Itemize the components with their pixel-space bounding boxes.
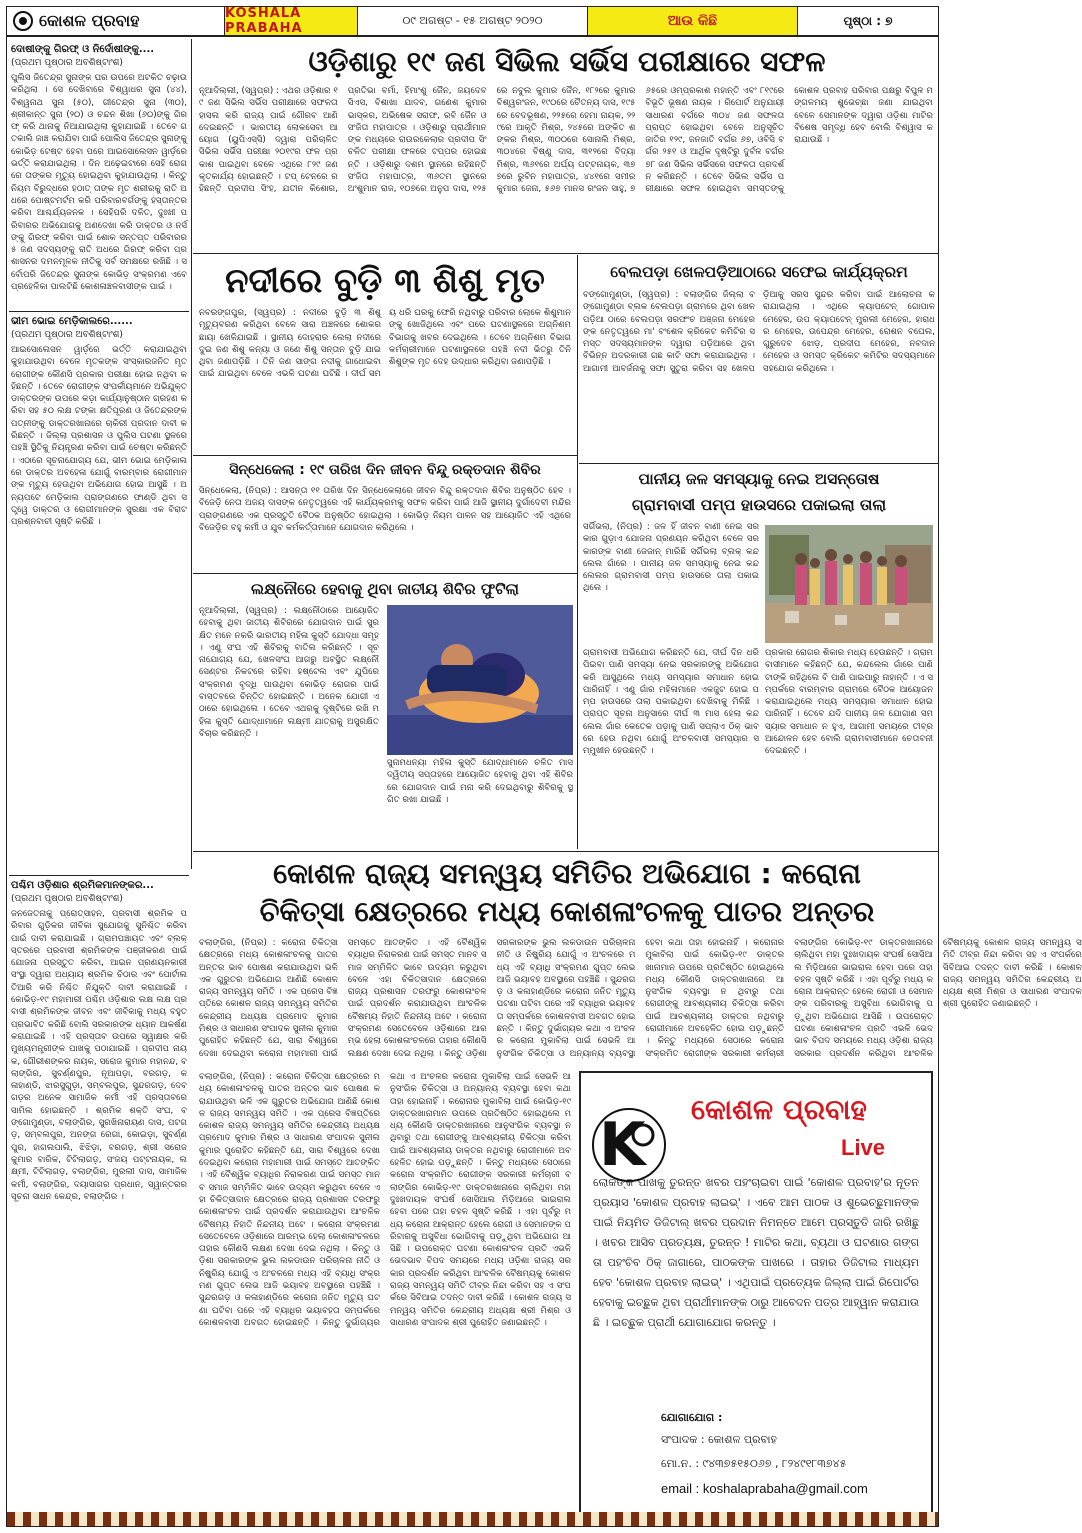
wrestlers-image [387,605,573,755]
divider [9,875,189,876]
ad-editor: ସଂପାଦକ : କୋଶଳ ପ୍ରବାହ [661,1433,777,1446]
article-bhima-bhoi-title: ଭୀମ ଭୋଇ ମେଡ଼ିକାଲରେ...... [11,316,133,327]
wrestling-body-left: ନୂଆଦିଲ୍ଲୀ, (ସ୍ୱପ୍ର) : ଲକ୍ଷ୍ନୌଠାରେ ଆୟୋଜିତ ହେବାକୁ ଥିବା ଜାତୀୟ ଶିବିରରେ ଯୋଗଦାନ ପାଇଁ ସୁରକ୍ଷିତ ମନେ ନକରି ଭାରତୀୟ ମହିଳା କୁସ୍ତି ଯୋଦ୍ଧା ସମୂହ । ଏଣୁ ସଂଘ ଏହି ଶିବିରକୁ ବାତିଲ କରିଛନ୍ତି । ସୂଚନାଯୋଗ୍ୟ ଯେ, ଖେଳସଂଘ ଆଗରୁ ଅବସ୍ଥିତ ଲକ୍ଷ୍ନୌ ସେଣ୍ଟର ନିକଟରେ ରହିବା ହଷ୍ଟେଲ ଏବଂ ଯୁପିରେ ସଂକ୍ରମଣ ବୃଦ୍ଧି ପାଉଥିବା କୋଭିଡ଼ ରୋଗର ପାଇଁ ବାସ୍ତବରେ ଚିନ୍ତିତ ହୋଇଛନ୍ତି । ଅନେକ ଯୋଗୀ ଏଠାରେ ହୋଇଥିଲେ । ତେବେ ଏଥରକୁ ଦୃଷ୍ଟିରେ ରଖି ମହିଳା କୁସ୍ତି ଯୋଦ୍ଧାମାନେ ଲକ୍ଷ୍ମୀ ଯାତ୍ରାକୁ ଅସୁରକ୍ଷିତ ବିଚାର କରିଛନ୍ତି । [199,606,379,739]
article-bhima-bhoi [11,315,187,875]
blood-body: ସିନ୍ଧେକେଲା, (ନିପ୍ର) : ଆସନ୍ତା ୧୧ ତାରିଖ ଦିନ ସିନ୍ଧେକେଲାରେ ଜୀବନ ବିନ୍ଦୁ ରକ୍ତଦାନ ଶିବିର ଅନୁଷ୍ଠିତ ହେବ । ବିଜେଡ଼ି ନେତା ଅଜୟ ଦାସଙ୍କ ନେତୃତ୍ୱରେ ଏହି କାର୍ଯ୍ୟକ୍ରମକୁ ସଫଳ କରିବା ପାଇଁ ଆଜି ସ୍ଥାନୀୟ ଦୁର୍ଗାଦେବୀ ମନ୍ଦିର ପ୍ରାଙ୍ଗଣରେ ଏକ ପ୍ରସ୍ତୁତି ବୈଠକ ଅନୁଷ୍ଠିତ ହୋଇଥିଲା । କୋଭିଡ଼ ନିୟମ ପାଳନ ସହ ଆୟୋଜିତ ଏହି ଏଥିରେ ବିଜେଡ଼ିର ବହୁ କର୍ମୀ ଓ ଯୁବ କର୍ମକର୍ତ୍ତାମାନେ ଯୋଗଦାନ କରିଥିଲେ । [199,486,571,533]
khelpadia-body: ବଙ୍ଗୋମୁଣ୍ଡା, (ସ୍ୱପ୍ର) : ବଲାଙ୍ଗିର ଜିଲ୍ଲା ବଙ୍ଗୋମୁଣ୍ଡା ବ୍ଲକ ବେଲପଡ଼ା ଗ୍ରାମରେ ଥିବା ଖେଳପଡ଼ିଆ ଠାରେ ବେଲପଡ଼ା ସରଫଂଚ ଅଞ୍ଜନା ମେହେରଙ୍କ ନେତୃତ୍ୱରେ ମା' ବଂଶେଳ କ୍ରିକେଟ କମିଟିର ସମସ୍ତ ସଦସ୍ୟମାନଙ୍କ ଦ୍ୱାରା ପଡ଼ିଆରେ ଥିବା ବିଭିନ୍ନ ଅଦରକାରୀ ଗଛ କାଟି ସଫା କରାଯାଇଥିଲା । ଆଗାମୀ ଆବର୍ଜନାକୁ ସଫା ସୁତୁରା କରିବା ସହ ଖେଳପଡ଼ିଆକୁ ସରସ ସୁନ୍ଦର କରିବା ପାଇଁ ଆଲୋଚନା କରାଯାଇଥିଲା । ଏଥିରେ କ୍ୟାପଟେନ୍ ଗୋପାଳ ମେହେର, ଉପ କ୍ୟାପଟେନ୍ ମୁରଲୀ ମେହେର, ହାରାଧର ମେହେର, ଉପେନ୍ଦ୍ର ମେହେର, ରୋଶନ ବଘେଲ, ଗୁରୁଦେବ ଝୋଡ଼, ପ୍ରଦୀପ ମେହେର, ନବଦାନ ମେହେର ଓ ସମସ୍ତ କ୍ରିକେଟ କମିଟିର ସଦସ୍ୟମାନେ ସହଯୋଗ କରିଥିଲେ । [583,290,935,374]
water-photo [765,525,933,643]
ad-live-label: Live [841,1135,886,1160]
article-shramik [11,879,187,1511]
article-doshi-title: ଦୋଷୀଙ୍କୁ ଗିରଫ୍ ଓ ନିର୍ଦୋଷୀଙ୍କୁ.... [11,44,155,55]
divider [193,851,938,852]
logo-mark-icon [13,11,33,31]
masthead [7,7,938,37]
drown-body: ନବରଙ୍ଗପୁର, (ସ୍ୱପ୍ର) : ନଦୀରେ ବୁଡ଼ି ୩ ଶିଶୁ ମୃତ୍ୟୁବରଣ କରିଥିବା ବେଳେ ସାରା ଅଞ୍ଚଳରେ ଶୋକର ଛାୟା ଖେଳିଯାଇଛି । ସ୍ଥାନୀୟ ଦୋହରାର ଲେଲା ନଦୀରେ ଦୁଇ ଜଣ ଶିଶୁ କନ୍ୟା ଓ ଜଣେ ଶିଶୁ ସନ୍ତାନ ବୁଡ଼ି ଯାଇଥିବା ଜଣାପଡ଼ିଛି । ତିନି ଜଣ ସାଙ୍ଗ ନଦୀକୁ ଗାଧୋଇବା ପାଇଁ ଯାଇଥିବା ବେଳେ ଏଭଳି ଘଟଣା ଘଟିଛି । ଦୀର୍ଘ ସମୟ ଧରି ଘରକୁ ଫେରି ନଥିବାରୁ ପରିବାର ଲୋକେ ଶିଶୁମାନଙ୍କୁ ଖୋଜିଥିଲେ ଏବଂ ପରେ ଘଟଣାସ୍ଥଳରେ ଅଗ୍ନିଶମ ବିଭାଗକୁ ଖବର ଦେଇଥିଲେ । ତେବେ ଅଗ୍ନିଶମ ବିଭାଗ କର୍ମଚାରୀମାନେ ଘଟଣାସ୍ଥଳରେ ପହଞ୍ଚି ନଦୀ ଭିତରୁ ତିନି ଶିଶୁଙ୍କ ମୃତ ଦେହ ଉଦ୍ଧାର କରିଥିବା ଜଣାପଡ଼ିଛି । [199,308,571,380]
article-bhima-bhoi-body: ଆଇସୋଲେସନ ୱାର୍ଡ଼ରେ ଭର୍ତ୍ତି କରାଯାଇଥିବା କୁହାଯାଉଥିବା ବେଳେ ମୃତକଙ୍କ ସଂସ୍କାରଜନିତ ମୃତ ରୋଗୀଙ୍କ କୌଣସି ପ୍ରକାର ପରୀକ୍ଷା ହୋଇ ନଥିବା କହିଛନ୍ତି । ତେବେ ରୋଗୀଙ୍କ ସଂପର୍କୀୟମାନେ ଅଭିଯୁକ୍ତ ଡାକ୍ତରଙ୍କ ଉପରେ କଡ଼ା କାର୍ଯ୍ୟାନୁଷ୍ଠାନ ଗ୍ରହଣ କରିବା ସହ ୫୦ ଲକ୍ଷ ଟଙ୍କା କ୍ଷତିପୂରଣ ଓ ଜିତେନ୍ଦ୍ରଙ୍କ ପତ୍ନୀଙ୍କୁ ଡାକ୍ତରଖାନାରେ ଚାକିରୀ ପ୍ରଦାନ ଦାବୀ କରିଛନ୍ତି । ଜିଲ୍ଲା ପ୍ରଶାସନ ଓ ପୁଲିସ ଘଟଣା ସ୍ଥଳରେ ପହଞ୍ଚି ସ୍ଥିତିକୁ ନିୟନ୍ତ୍ରଣ କରିବା ପାଇଁ ଚେଷ୍ଟା କରିଛନ୍ତି । ଏଠାରେ ସୂଚନାଯୋଗ୍ୟ ଯେ, ଭୀମ ଭୋଇ ମେଡ଼ିକାଲରେ ଡାକ୍ତର ଅବହେଳା ଯୋଗୁଁ ବାରମ୍ବାର ରୋଗୀମାନଙ୍କ ମୃତ୍ୟୁ ହେଉଥିବା ଅଭିଯୋଗ ହୋଇ ଆସୁଛି । ଅନ୍ୟପଟେ ମେଡ଼ିକାଲ ପ୍ରାଙ୍ଗଣରେ ଫାଣ୍ଡି ଥିବା ସତ୍ତ୍ୱେ ଡାକ୍ତର ଓ ରୋଗୀମାନଙ୍କ ସୁରକ୍ଷା ଏକ ବିରାଟ ପ୍ରଶ୍ନବାଚୀ ସୃଷ୍ଟି କରିଛି । [11,345,187,528]
column-divider [577,255,578,849]
article-bhima-bhoi-subtitle: (ପ୍ରଥମ ପୃଷ୍ଠାର ଅବଶିଷ୍ଟାଂଶ) [11,330,123,340]
villagers-image [765,525,933,643]
ad-contact-label: ଯୋଗାଯୋଗ : [661,1411,723,1424]
ad-body: ଲୋକଙ୍କ ପାଖକୁ ତୁରନ୍ତ ଖବର ପହଂଚାଇବା ପାଇଁ 'କୋଶଳ ପ୍ରବାହ'ର ନୂତନ ପ୍ରୟାସ 'କୋଶଳ ପ୍ରବାହ ଲାଇଭ୍' । ଏବେ ଆମ ପାଠକ ଓ ଶୁଭେଚ୍ଛୁମାନଙ୍କ ପାଇଁ ନିୟମିତ ଡିଜିଟାଲ୍ ଖବର ପ୍ରଦାନ ନିମନ୍ତେ ଆମେ ପ୍ରସ୍ତୁତି ଜାରି ରଖିଛୁ । ଖବର ଆସିବ ପ୍ରତ୍ୟକ୍ଷ, ତୁରନ୍ତ ! ମାଟିର କଥା, ବ୍ୟଥା ଓ ଘଟଣାର ଗଙ୍ଗତା ପହଂଚିବ ଠିକ୍ ଜାଗାରେ, ପାଠକଙ୍କ ପାଖରେ । ତାହାର ଡିଜିଟାଲ ମାଧ୍ୟମ ହେବ 'କୋଶଳ ପ୍ରବାହ ଲାଇଭ୍' । ଏଥିପାଇଁ ପ୍ରତ୍ୟେକ ଜିଲ୍ଲା ପାଇଁ ରିପୋର୍ଟର ହେବାକୁ ଇଚ୍ଛୁକ ଥିବା ପ୍ରାର୍ଥୀମାନଙ୍କ ଠାରୁ ଆବେଦନ ପତ୍ର ଆହ୍ୱାନ କରାଯାଉଛି । ଇଚ୍ଛୁକ ପ୍ରାର୍ଥୀ ଯୋଗାଯୋଗ କରନ୍ତୁ । [593,1176,919,1329]
masthead-english-name: KOSHALA PRABAHA [225,7,357,35]
kosal-headline-1: କୋଶଳ ରାଜ୍ୟ ସମନ୍ୱୟ ସମିତିର ଅଭିଯୋଗ : କରୋନା [273,857,861,890]
footer-border-pattern [7,1512,938,1526]
khelpadia-headline: ବେଲପଡ଼ା ଖେଳପଡ଼ିଆଠାରେ ସଫେଇ କାର୍ଯ୍ୟକ୍ରମ [610,263,908,281]
water-body-top: ସର୍ଗିଭଲା, (ନିପ୍ର) : ଜଳ ହିଁ ଜୀବନ ବାଣୀ ନେଇ ସରକାର ଗୁଡ଼ାଏ ଯୋଜନା ପ୍ରଣୟନ କରିଥିବା ବେଳେ ସରକାରଙ୍କ ବାଣୀ ଜେଜାନ୍ ମାରିଛି ସର୍ଗିଭଲା ବ୍ଲକ୍ କନ୍ଦଲେଲ ଗାଁରେ । ପାନୀୟ ଜଳ ସମସ୍ୟାକୁ ନେଇ କନ୍ଦଲେଲର ଗ୍ରାମବାସୀ ପମ୍ପ ହାଉସରେ ତାଲା ପକାଇଥିଲେ । [583,522,759,594]
article-doshi-subtitle: (ପ୍ରଥମ ପୃଷ୍ଠାର ଅବଶିଷ୍ଟାଂଶ) [11,58,123,68]
article-shramik-body: ଜନଜେତନାକୁ ପ୍ରୋତ୍ସାହନ, ପ୍ରବାସୀ ଶ୍ରମିକ ପରିବାର ଗୁଡ଼ିକର ଜୀବିକା ସୁଯୋଗକୁ ସୁନିଶ୍ଚିତ କରିବା ପାଇଁ ଦାବୀ କରାଯାଇଛି । ଗ୍ରାମପଞ୍ଚାୟତ ଏବଂ ବ୍ଲକ୍ ସ୍ତରରେ ପ୍ରବାସୀ ଶ୍ରମିକଙ୍କ ପଞ୍ଜୀକରଣ ପାଇଁ ଯୋଜନା ପ୍ରସ୍ତୁତ କରିବା, ଆଇନ ପ୍ରଣୟନକାରୀ ସଂସ୍ଥା ଦ୍ୱାରା ଅଧ୍ୟାୟ ଶ୍ରମିକ ଚିଠାର ଏବଂ ପୋର୍ଟାଲ ତିଆରି କରି ନିଶ୍ଚିତ ନିଯୁକ୍ତି ଦାବୀ କରାଯାଇଛି । କୋଭିଡ଼-୧୯ ମହାମାରୀ ପଶ୍ଚିମ ଓଡ଼ିଶାର ଲକ୍ଷ ଲକ୍ଷ ପ୍ରବାସୀ ଶ୍ରମିକଙ୍କ ଜୀବନ ଏବଂ ଜୀବିକାକୁ ମଧ୍ୟ ବହୁତ ପ୍ରଭାବିତ କରିଛି ବୋଲି ସରକାରଙ୍କ ଧ୍ୟାନ ଆକର୍ଷଣ କରାଯାଇଛି । ଏହି ପ୍ରସ୍ତାବ ଉପରେ ସ୍ୱାକ୍ଷର କରି ମୁଖ୍ୟମନ୍ତ୍ରୀଙ୍କ ପାଖକୁ ପଠାଯାଇଛି । ପ୍ରଦୀପ ନାୟକ, ଗୌରୀଶଙ୍କର ନାୟକ, ସରୋଜ କୁମାର ମହାନନ୍ଦ, ବଲାଙ୍ଗିର, ସୁବର୍ଣ୍ଣପୁର, ନୂଆପଡ଼ା, ବରଗଡ଼, କଳାହାଣ୍ଡି, ଝାରସୁଗୁଡ଼ା, ସମ୍ବଲପୁର, ସୁନ୍ଦରଗଡ଼, ଦେବଗଡ଼ର ଅନେକ ସାମାଜିକ କର୍ମୀ ଏହି ପ୍ରସ୍ତାବରେ ସାମିଲ ହୋଇଛନ୍ତି । ଶ୍ରମିକ ଶକ୍ତି ସଂଘ, ବଙ୍ଗୋମୁଣ୍ଡା, ବଲାଙ୍ଗିର, ସୁରଖିନାରାୟଣ ଦାସ, ପଟଗଡ଼, ସମ୍ବଲପୁର, ଅନଙ୍ଗ ରେଗା, କୋଇଡ଼ା, ସୁବର୍ଣ୍ଣପୁର, ହାଗଲପାଲି, ଝିଝିଡ଼ା, ବରଗଡ଼, ଶ୍ରୀ ସରୋଜ କୁମାର ବାରିକ, ଟିଟିଲାଗଡ଼, ସଂଜୟ ପଟ୍ଟନାୟକ, ଲକ୍ଷ୍ମୀ, ଟିଟିଲାଗଡ଼, ବଲାଙ୍ଗିର, ମୁରଲୀ ଦାସ, ସାମାଜିକ କର୍ମୀ, ବଲାଙ୍ଗିର, ଦୟାସାଗର ପ୍ରଧାନ, ସ୍ୱାନ୍ତରର ସୂଚନା ସାଧନ କେନ୍ଦ୍ର, ବଲାଙ୍ଗିର । [11,909,187,1202]
divider [579,463,938,464]
masthead-section: ଆଉ କିଛି [587,7,797,35]
water-body-right: ପ୍ରକାର ରୋଗର ଶିକାର ମଧ୍ୟ ହେଉଛନ୍ତି । ଗ୍ରାମବାସୀମାନେ କହିଛନ୍ତି ଯେ, କନ୍ଦଲେଲ ଗାଁରେ ପାଣି ଟାଙ୍କି ରହିଥିଲେ ବି ପାଣି ପାଇପାରୁ ନାହାନ୍ତି । ଏ ସମ୍ପର୍କରେ ବାରମ୍ବାର ଗ୍ରାମରେ ବୈଠକ ଆୟୋଜନ କରାଯାଇଥିଲେ ମଧ୍ୟ ସମସ୍ୟାର ସମାଧାନ ହୋଇପାରିନାହିଁ । ତେବେ ଯଦି ପାନୀୟ ଜଳ ଯୋଗାଣ ସମସ୍ୟାର ସମାଧାନ ନ ହୁଏ, ଆଗାମୀ ସମୟରେ ତୀବ୍ର ଆନ୍ଦୋଳନ ହେବ ବୋଲି ଗ୍ରାମବାସୀମାନେ ଚେତାବନୀ ଦେଇଛନ୍ତି । [765,648,933,757]
masthead-logo-text: କୋଶଳ ପ୍ରବାହ [39,11,140,30]
article-doshi [11,43,187,309]
divider [193,253,938,254]
kosal-body-top: ବଲାଙ୍ଗିର, (ନିପ୍ର) : କରୋନା ଚିକିତ୍ସା କ୍ଷେତ୍ରରେ ମଧ୍ୟ କୋଶଳାଂଚଳକୁ ପାତର ଅନ୍ତର ଭାବ ପୋଷଣ କରାଯାଉଥିବା ଭଳି ଏକ ଗୁରୁତର ଅଭିଯୋଗ ଆଣିଛି କୋଶଳ ରାଜ୍ୟ ସମନ୍ୱୟ ସମିତି । ଏକ ପ୍ରେସ ବିଜ୍ଞପ୍ତିରେ କୋଶଳ ରାଜ୍ୟ ସମନ୍ୱୟ ସମିତିର କେନ୍ଦ୍ରୀୟ ଅଧ୍ୟକ୍ଷ ପ୍ରମୋଦ କୁମାର ମିଶ୍ର ଓ ସାଧାରଣ ସଂପାଦକ ସୁନୀଲ କୁମାର ପୁରୋହିତ କହିଛନ୍ତି ଯେ, ସାରା ବିଶ୍ୱରେ ଦେଖା ଦେଇଥିବା କରୋନା ମହାମାରୀ ପାଇଁ ସମସ୍ତେ ଆତଙ୍କିତ । ଏହି ବୈଶ୍ୱିକ ବ୍ୟାଧିର ନିରାକରଣ ପାଇଁ ସମସ୍ତ ମାନବ ସମାଜ ସମ୍ମିଳିତ ଭାବେ ଉଦ୍ୟମ କରୁଥିବା ବେଳେ ଏହା ଚିକିତ୍ସାଦାନ କ୍ଷେତ୍ରରେ ରାଜ୍ୟ ପ୍ରଶାସନ ତରଫରୁ କୋଶଳାଂଚଳ ପାଇଁ ପ୍ରଦର୍ଶନ କରାଯାଉଥିବା ଆଂଚଳିକ ବୈଷମ୍ୟ ନିହାତି ନିନ୍ଦନୀୟ ଅଟେ । କରୋନା ସଂକ୍ରମଣ ସେତେବେଳେ ଓଡ଼ିଶାରେ ଆରମ୍ଭ ହେଲା କୋଶଳାଂଚଳରେ ତାହାର କୌଣସି ଲକ୍ଷଣ ଦେଖା ଦେଇ ନଥିଲା । କିନ୍ତୁ ଓଡ଼ିଶା ସରକାରଙ୍କ ଭୁଲ ଲକଡାଉନ ପରିଚାଳନା ନୀତି ଓ ନିଷ୍କ୍ରିୟ ଯୋଗୁଁ ଏ ଅଂଚଳରେ ମଧ୍ୟ ଏହି ବ୍ୟାଧି ସଂକ୍ରମଣ ଗୁପ୍ତ ଲେଭ ଆଜି ଭୟାବହ ଅବସ୍ଥାରେ ପହଞ୍ଚିଛି । ସୁନ୍ଦରଗଡ଼ ଓ କଳାହାଣ୍ଡିରେ କରୋନା ଜନିତ ମୃତ୍ୟୁ ଘଟଣା ଘଟିବା ପରେ ଏହି ବ୍ୟାଧିର ଭୟାବହତା ସମ୍ପର୍କରେ କୋଶଳବାସୀ ଅବଗତ ହୋଇଛନ୍ତି । କିନ୍ତୁ ଦୁର୍ଭାଗ୍ୟର କଥା ଏ ଅଂଚଳର କରୋନା ମୁକାବିଲା ପାଇଁ ସେଭଳି ଆନୁସଂଗିକ ଚିକିତ୍ସା ଓ ଅନ୍ୟାନ୍ୟ ବ୍ୟବସ୍ଥା ହେବା କଥା ତାହା ହୋଇନାହିଁ । କରୋନାର ମୁକାବିଲା ପାଇଁ କୋଭିଡ଼-୧୯ ଡାକ୍ତରଖାନାମାନ ଉପରେ ପ୍ରତିଷ୍ଠିତ ହୋଇଥିଲେ ମଧ୍ୟ କୌଣସି ଡାକ୍ତରଖାନାରେ ଆନୁସଂଗିକ ବ୍ୟବସ୍ଥା ନ ଥିବାରୁ ତଥା ରୋଗୀଙ୍କୁ ଆବଶ୍ୟକୀୟ ଚିକିତ୍ସା କରିବା ପାଇଁ ଆବଶ୍ୟକୀୟ ଡାକ୍ତର ନଥିବାରୁ ରୋଗୀମାନେ ଅବହେଳିତ ହୋଇ ପଡ଼ୁଛନ୍ତି । କିନ୍ତୁ ମଧ୍ୟରେ ସେଠାରେ କରୋନା ସଂକ୍ରମିତ ରୋଗୀଙ୍କ ସରକାରୀ କର୍ମଚାରୀ ବଲାଙ୍ଗିର କୋଭିଡ଼-୧୯ ଡାକ୍ତରଖାନାରେ ଚାଲିଥିବା ମହା ଦୁଃଖଦାୟକ ସଂଘର୍ଷ ସୋସିଆଲ ମିଡ଼ିଆରେ ଭାଇରାଲ ହେବା ପରେ ତାହା ଚହଳ ସୃଷ୍ଟି କରିଛି । ଏହା ପୂର୍ବରୁ ମଧ୍ୟ କରୋନା ଆକ୍ରାନ୍ତ ହେଲେ ରୋଗୀ ଓ ସେମାନଙ୍କ ପରିବାରକୁ ଅସୁବିଧା ଭୋଗିବାକୁ ପଡ଼ୁଥିବା ଅଭିଯୋଗ ଆସିଛି । ଉପରୋକ୍ତ ଘଟଣା କୋଶଳାଂଚଳ ପ୍ରତି ଏଭଳି ଭେଦଭାବ ବିପଦ ସମୟରେ ମଧ୍ୟ ଓଡ଼ିଶା ରାଜ୍ୟ ସରକାର ପ୍ରଦର୍ଶନ କରିଥିବା ଆଂଚଳିକ ବୈଷମ୍ୟକୁ କୋଶଳ ରାଜ୍ୟ ସମନ୍ୱୟ ସମିତି ତୀବ୍ର ନିନ୍ଦା କରିବା ସହ ଏ ସଂପର୍କରେ ସିବିଆଇ ତଦନ୍ତ ଦାବୀ କରିଛି । କୋଶଳ ରାଜ୍ୟ ସମନ୍ୱୟ ସମିତିର କେନ୍ଦ୍ରୀୟ ଅଧ୍ୟକ୍ଷ ଶ୍ରୀ ମିଶ୍ର ଓ ସାଧାରଣ ସଂପାଦକ ଶ୍ରୀ ପୁରୋହିତ ଜଣାଇଛନ୍ତି । [199,938,1082,1059]
masthead-logo [7,7,225,35]
ad-logo-text: କୋଶଳ ପ୍ରବାହ [691,1093,867,1126]
divider [9,311,189,312]
column-divider [191,39,192,869]
kosal-body: ବଲାଙ୍ଗିର, (ନିପ୍ର) : କରୋନା ଚିକିତ୍ସା କ୍ଷେତ୍ରରେ ମଧ୍ୟ କୋଶଳାଂଚଳକୁ ପାତର ଅନ୍ତର ଭାବ ପୋଷଣ କରାଯାଉଥିବା ଭଳି ଏକ ଗୁରୁତର ଅଭିଯୋଗ ଆଣିଛି କୋଶଳ ରାଜ୍ୟ ସମନ୍ୱୟ ସମିତି । ଏକ ପ୍ରେସ ବିଜ୍ଞପ୍ତିରେ କୋଶଳ ରାଜ୍ୟ ସମନ୍ୱୟ ସମିତିର କେନ୍ଦ୍ରୀୟ ଅଧ୍ୟକ୍ଷ ପ୍ରମୋଦ କୁମାର ମିଶ୍ର ଓ ସାଧାରଣ ସଂପାଦକ ସୁନୀଲ କୁମାର ପୁରୋହିତ କହିଛନ୍ତି ଯେ, ସାରା ବିଶ୍ୱରେ ଦେଖା ଦେଇଥିବା କରୋନା ମହାମାରୀ ପାଇଁ ସମସ୍ତେ ଆତଙ୍କିତ । ଏହି ବୈଶ୍ୱିକ ବ୍ୟାଧିର ନିରାକରଣ ପାଇଁ ସମସ୍ତ ମାନବ ସମାଜ ସମ୍ମିଳିତ ଭାବେ ଉଦ୍ୟମ କରୁଥିବା ବେଳେ ଏହା ଚିକିତ୍ସାଦାନ କ୍ଷେତ୍ରରେ ରାଜ୍ୟ ପ୍ରଶାସନ ତରଫରୁ କୋଶଳାଂଚଳ ପାଇଁ ପ୍ରଦର୍ଶନ କରାଯାଉଥିବା ଆଂଚଳିକ ବୈଷମ୍ୟ ନିହାତି ନିନ୍ଦନୀୟ ଅଟେ । କରୋନା ସଂକ୍ରମଣ ସେତେବେଳେ ଓଡ଼ିଶାରେ ଆରମ୍ଭ ହେଲା କୋଶଳାଂଚଳରେ ତାହାର କୌଣସି ଲକ୍ଷଣ ଦେଖା ଦେଇ ନଥିଲା । କିନ୍ତୁ ଓଡ଼ିଶା ସରକାରଙ୍କ ଭୁଲ ଲକଡାଉନ ପରିଚାଳନା ନୀତି ଓ ନିଷ୍କ୍ରିୟ ଯୋଗୁଁ ଏ ଅଂଚଳରେ ମଧ୍ୟ ଏହି ବ୍ୟାଧି ସଂକ୍ରମଣ ଗୁପ୍ତ ଲେଭ ଆଜି ଭୟାବହ ଅବସ୍ଥାରେ ପହଞ୍ଚିଛି । ସୁନ୍ଦରଗଡ଼ ଓ କଳାହାଣ୍ଡିରେ କରୋନା ଜନିତ ମୃତ୍ୟୁ ଘଟଣା ଘଟିବା ପରେ ଏହି ବ୍ୟାଧିର ଭୟାବହତା ସମ୍ପର୍କରେ କୋଶଳବାସୀ ଅବଗତ ହୋଇଛନ୍ତି । କିନ୍ତୁ ଦୁର୍ଭାଗ୍ୟର କଥା ଏ ଅଂଚଳର କରୋନା ମୁକାବିଲା ପାଇଁ ସେଭଳି ଆନୁସଂଗିକ ଚିକିତ୍ସା ଓ ଅନ୍ୟାନ୍ୟ ବ୍ୟବସ୍ଥା ହେବା କଥା ତାହା ହୋଇନାହିଁ । କରୋନାର ମୁକାବିଲା ପାଇଁ କୋଭିଡ଼-୧୯ ଡାକ୍ତରଖାନାମାନ ଉପରେ ପ୍ରତିଷ୍ଠିତ ହୋଇଥିଲେ ମଧ୍ୟ କୌଣସି ଡାକ୍ତରଖାନାରେ ଆନୁସଂଗିକ ବ୍ୟବସ୍ଥା ନ ଥିବାରୁ ତଥା ରୋଗୀଙ୍କୁ ଆବଶ୍ୟକୀୟ ଚିକିତ୍ସା କରିବା ପାଇଁ ଆବଶ୍ୟକୀୟ ଡାକ୍ତର ନଥିବାରୁ ରୋଗୀମାନେ ଅବହେଳିତ ହୋଇ ପଡ଼ୁଛନ୍ତି । କିନ୍ତୁ ମଧ୍ୟରେ ସେଠାରେ କରୋନା ସଂକ୍ରମିତ ରୋଗୀଙ୍କ ସରକାରୀ କର୍ମଚାରୀ ବଲାଙ୍ଗିର କୋଭିଡ଼-୧୯ ଡାକ୍ତରଖାନାରେ ଚାଲିଥିବା ମହା ଦୁଃଖଦାୟକ ସଂଘର୍ଷ ସୋସିଆଲ ମିଡ଼ିଆରେ ଭାଇରାଲ ହେବା ପରେ ତାହା ଚହଳ ସୃଷ୍ଟି କରିଛି । ଏହା ପୂର୍ବରୁ ମଧ୍ୟ କରୋନା ଆକ୍ରାନ୍ତ ହେଲେ ରୋଗୀ ଓ ସେମାନଙ୍କ ପରିବାରକୁ ଅସୁବିଧା ଭୋଗିବାକୁ ପଡ଼ୁଥିବା ଅଭିଯୋଗ ଆସିଛି । ଉପରୋକ୍ତ ଘଟଣା କୋଶଳାଂଚଳ ପ୍ରତି ଏଭଳି ଭେଦଭାବ ବିପଦ ସମୟରେ ମଧ୍ୟ ଓଡ଼ିଶା ରାଜ୍ୟ ସରକାର ପ୍ରଦର୍ଶନ କରିଥିବା ଆଂଚଳିକ ବୈଷମ୍ୟକୁ କୋଶଳ ରାଜ୍ୟ ସମନ୍ୱୟ ସମିତି ତୀବ୍ର ନିନ୍ଦା କରିବା ସହ ଏ ସଂପର୍କରେ ସିବିଆଇ ତଦନ୍ତ ଦାବୀ କରିଛି । କୋଶଳ ରାଜ୍ୟ ସମନ୍ୱୟ ସମିତିର କେନ୍ଦ୍ରୀୟ ଅଧ୍ୟକ୍ଷ ଶ୍ରୀ ମିଶ୍ର ଓ ସାଧାରଣ ସଂପାଦକ ଶ୍ରୀ ପୁରୋହିତ ଜଣାଇଛନ୍ତି । [199,1072,571,1328]
svg-text:K: K [599,1110,646,1180]
article-shramik-subtitle: (ପ୍ରଥମ ପୃଷ୍ଠାର ଅବଶିଷ୍ଟାଂଶ) [11,894,123,904]
water-body: ଗ୍ରାମବାସୀ ଅଭିଯୋଗ କରିଛନ୍ତି ଯେ, ଦୀର୍ଘ ଦିନ ଧରି ପିଇବା ପାଣି ସମସ୍ୟା ନେଇ ସରକାରଙ୍କୁ ଅଭିଯୋଗ କରି ଆସୁଥିଲେ ମଧ୍ୟ ସମସ୍ୟାର ସମାଧାନ ହୋଇ ପାରିନାହିଁ । ଏଣୁ ଗାଁର ମହିଳାମାନେ ଏକଜୁଟ ହୋଇ ପମ୍ପ ହାଉସରେ ତାଲା ପକାଇଥିବା ଦେଖିବାକୁ ମିଳିଛି । ପ୍ରାପ୍ତ ସୂଚନା ଅନୁସାରେ ଦୀର୍ଘ ୩ ମାସ ହେଲା କନ୍ଦଲେଲ ଗାଁର କେତେକ ପଡ଼ାକୁ ପାଣି ସପ୍ଲାଏ ଠିକ୍ ଭାବରେ ହେଉ ନଥିବା ଯୋଗୁଁ ଅଂଚଳବାସୀ ସମସ୍ୟାର ସମ୍ମୁଖୀନ ହେଉଛନ୍ତି । [583,648,759,757]
wrestling-headline: ଲକ୍ଷ୍ନୌରେ ହେବାକୁ ଥିବା ଜାତୀୟ ଶିବିର ଫୁଟିଲା [251,580,519,598]
divider [193,573,577,574]
newspaper-page [6,6,1082,1527]
water-headline-1: ପାନୀୟ ଜଳ ସମସ୍ୟାକୁ ନେଇ ଅସନ୍ତୋଷ [638,470,880,488]
ad-phone: ମୋ.ନ. : ୯୪୩୭୫୧୫୦୬୭ , ୮୨୪୯୧୮୩୭୪୫ [661,1457,847,1470]
blood-headline: ସିନ୍ଧେକେଲା : ୧୯ ତାରିଖ ଦିନ ଜୀବନ ବିନ୍ଦୁ ରକ୍ତଦାନ ଶିବିର [229,462,541,478]
drown-headline: ନଦୀରେ ବୁଡ଼ି ୩ ଶିଶୁ ମୃତ [225,261,545,301]
article-shramik-title: ପଶ୍ଚିମ ଓଡ଼ିଶାର ଶ୍ରମିକମାନଙ୍କର... [11,880,154,891]
wrestling-body-right: ସୁନାମଧନ୍ୟା ମହିଳା କୁସ୍ତି ଯୋଦ୍ଧାମାନେ ଚଳିତ ମାସ ଦ୍ୱିତୀୟ ସପ୍ତାହରେ ଆୟୋଜିତ ହେବାକୁ ଥିବା ଏହି ଶିବିରରେ ଯୋଗଦାନ ପାଇଁ ମନା କରି ଦେଇଥିବାରୁ ଶିବିରକୁ ସ୍ଥଗିତ ରଖା ଯାଇଛି । [387,758,573,805]
kosal-prabaha-live-ad [579,1071,933,1517]
article-doshi-body: ପୁଲିସ ଜିତେନ୍ଦ୍ର ସୁନାଙ୍କ ଘର ଉପରେ ଅଟକିତ ଚଢ଼ାଉ କରିଥିଲା । ସେ ଦେଖିବାରେ ବିଶ୍ୱାଧର ସୁନା (୪୪), ବିଶ୍ୱନାଥ ସୁନା (୫୦), ଗୀତେନ୍ଦ୍ର ସୁନା (୩୦), ଶ୍ରୀକାନ୍ତ ସୁନା (୨୦) ଓ ଚନ୍ଦନ ଶିଖା (୬୦)ଙ୍କୁ ଗିରଫ୍ କରି ଥାନାକୁ ନିଆଯାଇଥିଲା କୁହାଯାଇଛି । ତେବେ ଗତକାଲି ଜାଞ୍ଚ କରାଯିବା ପାଇଁ ପୋଲିସ ଜିତେନ୍ଦ୍ର ସୁନାଙ୍କୁ କୋଭିଡ଼ ଟେଷ୍ଟ ହେବା ପରେ ଆଇସୋଲେସନ ୱାର୍ଡ଼ରେ ଭର୍ତ୍ତି କରାଯାଇଥିଲା । ଦିନ ଅଢ଼େଇଟାରେ ସେହି ରୋଗରେ ତାଙ୍କର ମୃତ୍ୟୁ ହୋଇଥିବା କୁହାଯାଉଥିଲା । କିନ୍ତୁ ନିୟମ ବିରୁଦ୍ଧରେ ହଠାତ୍ ତାଙ୍କ ମୃତ ଶରୀରକୁ ରାତି ଅଧରେ ପୋଷ୍ଟମର୍ଟମ କରି ପରିବାରବର୍ଗଙ୍କୁ ହସ୍ତାନ୍ତର କରିବା ଆଶ୍ଚର୍ଯ୍ୟଜନକ । ସେହିପରି ଦଳିତ, ଦୁଃଖୀ ପରିବାରର ଅଭିଯୋଗକୁ ଅଣଦେଖା କରି ଡାକ୍ତର ଓ ନର୍ସଙ୍କୁ ଗିରଫ୍ କରିବା ପାଇଁ ଶୋକ ସନ୍ତପ୍ତ ପରିବାରର ୫ ଜଣ ସଦସ୍ୟଙ୍କୁ ରାତି ଅଧରେ ଗିରଫ୍ କରିବା ପ୍ରଶାସନର ଦମନମୂଳକ ନୀତିକୁ ସର୍ବ ସମକ୍ଷରେ ରଖିଛି । ସର୍ବୋପରି ଜିତେନ୍ଦ୍ର ସୁନାଙ୍କ କୋଭିଡ଼ ସଂକ୍ରମଣ ଏବେ ପ୍ରହେଳିକା ପାଲଟିଛି କୋଶଳାଞ୍ଚଳବାସୀଙ୍କ ପାଇଁ । [11,73,187,293]
kosal-headline-2: ଚିକିତ୍ସା କ୍ଷେତ୍ରରେ ମଧ୍ୟ କୋଶଳାଂଚଳକୁ ପାତର ଅନ୍ତର [259,895,875,928]
lead-headline: ଓଡ଼ିଶାରୁ ୧୯ ଜଣ ସିଭିଲ ସର୍ଭିସ ପରୀକ୍ଷାରେ ସଫଳ [308,45,826,78]
masthead-page-number: ପୃଷ୍ଠା : ୭ [797,7,938,35]
ad-email[interactable]: email : koshalaprabaha@gmail.com [661,1481,868,1496]
masthead-date: ୦୯ ଅଗଷ୍ଟ - ୧୫ ଅଗଷ୍ଟ ୨୦୨୦ [357,7,587,35]
water-headline-2: ଗ୍ରାମବାସୀ ପମ୍ପ ହାଉସରେ ପକାଇଲା ତାଲା [631,496,887,514]
lead-body: ନୂଆଦିଲ୍ଲୀ, (ସ୍ୱପ୍ର) : ଏଥର ଓଡ଼ିଶାର ୧୯ ଜଣ ସିଭିଲ ସର୍ଭିସ ପରୀକ୍ଷାରେ ସଫଳତା ହାସଲ କରି ରାଜ୍ୟ ପାଇଁ ଗୌରବ ଆଣି ଦେଇଛନ୍ତି । ଭାରତୀୟ ଲୋକସେବା ଆୟୋଗ (ୟୁପିଏସ୍‌ସି) ଦ୍ୱାରା ପରିଚାଳିତ ସିଭିଲ ସର୍ଭିସ ପରୀକ୍ଷା ୨୦୧୯ର ଫଳ ପ୍ରକାଶ ପାଇଥିବା ବେଳେ ଏଥିରେ ୮୨୯ ଜଣ କୃତକାର୍ଯ୍ୟ ହୋଇଛନ୍ତି । ଟପ୍ ଟେନରେ ରହିଛନ୍ତି ପ୍ରଦୀପ ସିଂହ, ଯତୀନ କିଶୋର, ପ୍ରତିଭା ବର୍ମା, ହିମାଂଶୁ ଜୈନ, ଜୟଦେବ ସିଏସ, ବିଶାଖା ଯାଦବ, ଗଣେଶ କୁମାର ଭାସ୍କର, ଅଭିଷେକ ସରାଫ, ରବି ଜୈନ ଓ ସଂଜିତା ମହାପାତ୍ର । ଓଡ଼ିଶାରୁ ପ୍ରାର୍ଥୀମାନଙ୍କ ମଧ୍ୟରେ ରାଉରକେଲାର ପ୍ରଦୀପ ସିଂ ଚଳିତ ପରୀକ୍ଷା ଫଳରେ ଟପ୍ପର ହୋଇଛନ୍ତି । ଓଡ଼ିଶାରୁ ଦଶମ ସ୍ଥାନରେ ରହିଛନ୍ତି ସଂଜିତା ମହାପାତ୍ର, ୩୬ତମ ସ୍ଥାନରେ ଅଂଶୁମାନ ରାଜ, ୧୦୭ରେ ଅନୁପ ଦାସ, ୧୨୫ରେ ନବୁଲ କୁମାର ଜୈନ, ୧୮୨ରେ କୁମାର ବିଶ୍ୱରଂଜନ, ୧୯୦ରେ ଚୈତନ୍ୟ ଦାସ, ୧୯୫ରେ ବେଦଭୂଷଣ, ୨୨୫ରେ ହେମା ନାୟକ, ୨୨୯ରେ ଆକୃତି ମିଶ୍ର, ୨୪୫ରେ ଅଙ୍କିତ ଶଙ୍କର ମିଶ୍ର, ୩୦୦ରେ ସୋନାଲି ମିଶ୍ର, ୩୦୪ରେ ବିଷ୍ଣୁ ଦାସ, ୩୧୨ରେ ବିଦ୍ୟା ମିଶ୍ର, ୩୬୧ରେ ଅର୍ଘ୍ୟ ପଟ୍ଟନାୟକ, ୩୭୭ରେ ରୁବିନ ମହାପାତ୍ର, ୪୪୧ରେ ସମୀର କୁମାର ଜେନା, ୫୬୭ ମାନସ ରଂଜନ ସାହୁ, ୭୬୫ରେ ଓମ୍‌ପ୍ରକାଶ ମହାନ୍ତି ଏବଂ ୮୧୯ରେ ବିଭୂତି ଭୂଷଣ ନାୟକ । ରିପୋର୍ଟ ଅନୁଯାୟୀ ସାଧାରଣ ବର୍ଗରେ ୩୦୪ ଜଣ ସଫଳତା ପ୍ରାପ୍ତ ହୋଇଥିବା ବେଳେ ଅନୁସୂଚିତ ଜାତିର ୧୨୯, ଜନଜାତି ବର୍ଗର ୬୭, ଓବିସି ବର୍ଗର ୨୫୧ ଓ ଆର୍ଥିକ ଦୃଷ୍ଟିରୁ ଦୁର୍ବଳ ବର୍ଗର ୭୮ ଜଣ ସିଭିଲ ସର୍ଭିସରେ ସଫଳତା ପ୍ରଦର୍ଶନ କରିଛନ୍ତି । ତେବେ ସିଭିଲ ସର୍ଭିସ ପରୀକ୍ଷାରେ ସଫଳ ହୋଇଥିବା ସମସ୍ତଙ୍କୁ କୋଶଳ ପ୍ରବାହ ପରିବାର ପକ୍ଷରୁ ବିପୁଳ ମଙ୍ଗଳମୟ ଶୁଭେଚ୍ଛା ଜଣା ଯାଇଥିବା ବେଳେ ସେମାନଙ୍କ ଦ୍ୱାରା ଓଡ଼ିଶା ମାଟିର ବିଶେଷ ସମୃଦ୍ଧି ହେବ ବୋଲି ବିଶ୍ୱାସ କରାଯାଉଛି । [199,86,933,195]
wrestling-photo [387,605,573,755]
divider [193,455,577,456]
